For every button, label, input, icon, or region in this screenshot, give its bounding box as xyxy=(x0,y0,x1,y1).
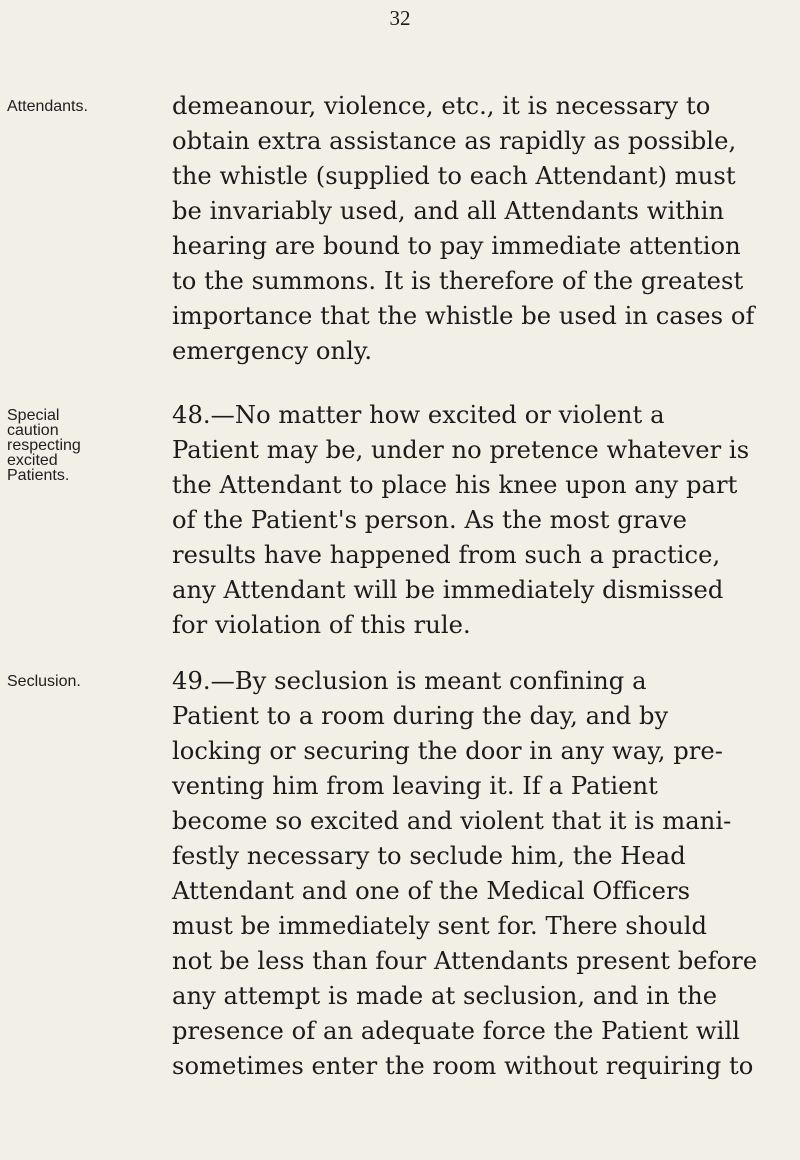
text-line: results have happened from such a practice, xyxy=(172,541,721,569)
text-line: 49.—By seclusion is meant confining a xyxy=(172,667,647,695)
text-line: 48.—No matter how excited or violent a xyxy=(172,401,665,429)
text-line: obtain extra assistance as rapidly as possible, xyxy=(172,127,737,155)
side-note-line: excited xyxy=(7,452,58,469)
text-line: locking or securing the door in any way, pre- xyxy=(172,737,723,765)
text-line: not be less than four Attendants present before xyxy=(172,947,758,975)
text-line: Attendant and one of the Medical Officers xyxy=(172,877,691,905)
side-note-line: Special xyxy=(7,407,60,424)
text-line: must be immediately sent for. There should xyxy=(172,912,708,940)
side-note-line: Patients. xyxy=(7,467,70,484)
text-line: presence of an adequate force the Patient will xyxy=(172,1017,741,1045)
text-line: any Attendant will be immediately dismissed xyxy=(172,576,724,604)
paragraph-49 xyxy=(172,664,762,1084)
text-line: Patient to a room during the day, and by xyxy=(172,702,669,730)
text-line: venting him from leaving it. If a Patient xyxy=(172,772,658,800)
text-line: emergency only. xyxy=(172,337,373,365)
page-number: 32 xyxy=(389,6,411,30)
text-line: be invariably used, and all Attendants within xyxy=(172,197,725,225)
paragraph-48 xyxy=(172,398,762,643)
text-line: for violation of this rule. xyxy=(172,611,471,639)
text-line: the Attendant to place his knee upon any part xyxy=(172,471,738,499)
side-note-seclusion xyxy=(7,674,167,689)
side-note-line: respecting xyxy=(7,437,81,454)
text-line: the whistle (supplied to each Attendant) must xyxy=(172,162,736,190)
side-note-attendants xyxy=(7,99,167,114)
text-line: of the Patient's person. As the most grave xyxy=(172,506,687,534)
text-line: sometimes enter the room without requiring to xyxy=(172,1052,754,1080)
text-line: Patient may be, under no pretence whatever is xyxy=(172,436,750,464)
side-note-line: Seclusion. xyxy=(7,673,81,690)
side-note-special-caution xyxy=(7,408,167,483)
text-line: demeanour, violence, etc., it is necessary to xyxy=(172,92,711,120)
text-line: any attempt is made at seclusion, and in the xyxy=(172,982,718,1010)
text-line: importance that the whistle be used in cases of xyxy=(172,302,755,330)
text-line: to the summons. It is therefore of the greatest xyxy=(172,267,744,295)
text-line: festly necessary to seclude him, the Head xyxy=(172,842,686,870)
text-line: become so excited and violent that it is mani- xyxy=(172,807,732,835)
side-note-line: caution xyxy=(7,422,59,439)
paragraph-attendants-continued xyxy=(172,89,762,369)
side-note-line: Attendants. xyxy=(7,98,88,115)
text-line: hearing are bound to pay immediate attention xyxy=(172,232,741,260)
